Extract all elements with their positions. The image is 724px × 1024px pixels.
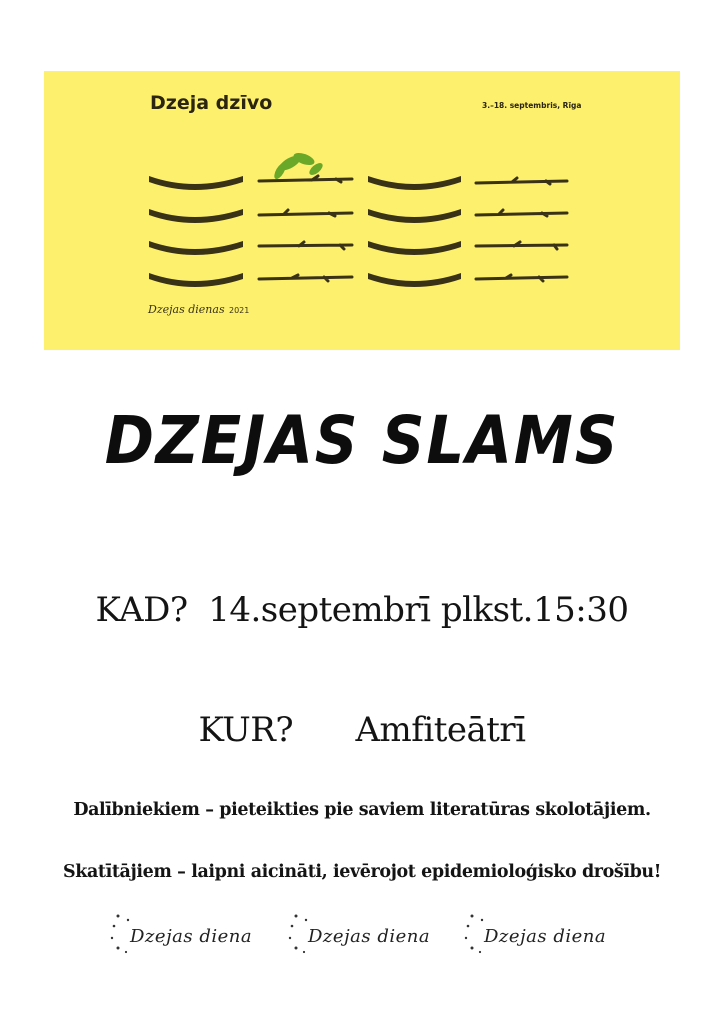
bowl-shape [368,176,461,190]
event-where [0,710,724,750]
when-value: 14.septembrī plkst.15:30 [208,590,629,630]
twig [476,275,567,281]
banner-title: Dzeja dzīvo [150,92,273,114]
audience-note: Skatītājiem – laipni aicināti, ievērojot epidemioloģisko drošību! [62,862,662,882]
bowl-shape [368,273,461,287]
twig [476,178,567,184]
bowl-shape [149,176,243,190]
twig [259,210,352,216]
bowl-shape [149,209,243,223]
dzejas-diena-logo [462,912,622,960]
logo-text: Dzejas diena [130,926,253,947]
poster-headline: DZEJAS SLAMS [104,402,620,479]
dzejas-diena-logo [286,912,446,960]
branches-illustration [44,71,680,350]
dzejas-diena-logo [108,912,268,960]
twig [259,242,352,249]
twig [259,176,352,182]
bowl-shape [368,209,461,223]
twig [259,275,352,281]
event-when [0,590,724,630]
where-value: Amfiteātrī [355,710,526,750]
when-label: KAD? [95,590,188,630]
participants-note: Dalībniekiem – pieteikties pie saviem literatūras skolotājiem. [73,800,651,820]
bowl-shape [368,241,461,255]
where-label: KUR? [198,710,294,750]
banner-signature: Dzejas dienas [148,303,225,316]
logo-text: Dzejas diena [484,926,607,947]
bowl-shape [149,273,243,287]
poster-banner [44,71,680,350]
banner-year: 2021 [229,306,250,315]
twig [476,210,567,216]
twig [476,242,567,249]
banner-dates: 3.–18. septembris, Rīga [482,101,582,110]
bowl-shape [149,241,243,255]
logo-text: Dzejas diena [308,926,431,947]
twigs [259,176,567,281]
bowl-shapes [149,176,461,287]
